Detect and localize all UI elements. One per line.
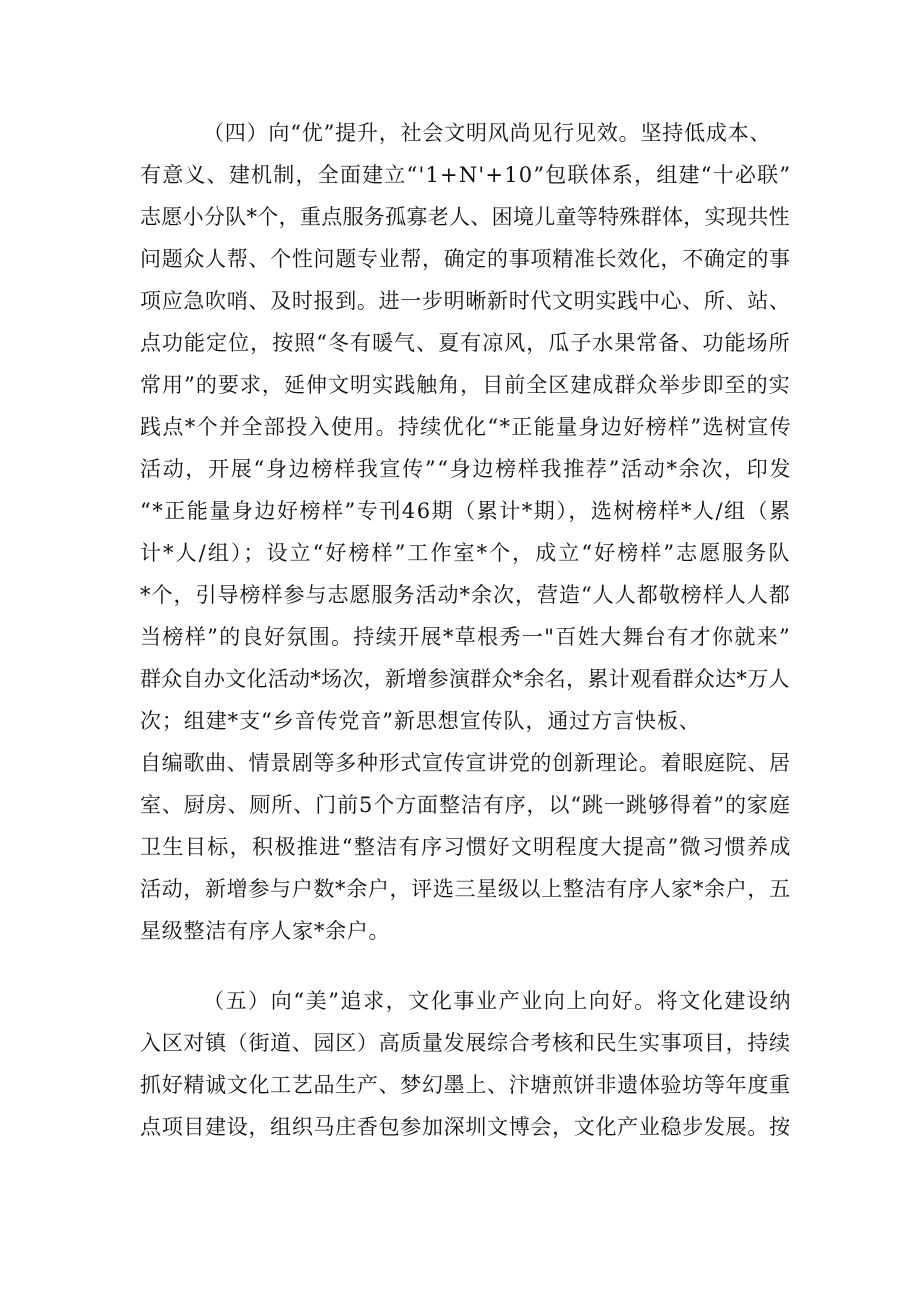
paragraph-4-line-13: 当榜样”的良好氛围。持续开展*草根秀一"百姓大舞台有才你就来” (140, 625, 792, 649)
paragraph-4-line-3: 志愿小分队*个，重点服务孤寡老人、困境儿童等特殊群体，实现共性 (140, 205, 790, 229)
paragraph-4-line-19: 活动，新增参与户数*余户，评选三星级以上整洁有序人家*余户，五 (140, 877, 791, 901)
paragraph-4-line-16: 自编歌曲、情景剧等多种形式宣传宣讲党的创新理论。着眼庭院、居 (140, 751, 791, 775)
paragraph-5-line-3: 抓好精诚文化工艺品生产、梦幻墨上、汴塘煎饼非遗体验坊等年度重 (140, 1073, 791, 1097)
paragraph-4-line-15: 次；组建*支“乡音传党音”新思想宣传队，通过方言快板、 (140, 709, 701, 733)
paragraph-4-line-18: 卫生目标，积极推进“整洁有序习惯好文明程度大提高”微习惯养成 (140, 835, 792, 859)
paragraph-5-line-2: 入区对镇（街道、园区）高质量发展综合考核和民生实事项目，持续 (140, 1031, 791, 1055)
paragraph-4-line-14: 群众自办文化活动*场次，新增参演群众*余名，累计观看群众达*万人 (140, 667, 790, 691)
paragraph-4-line-9: 活动，开展“身边榜样我宣传”“身边榜样我推荐”活动*余次，印发 (140, 457, 793, 481)
paragraph-4-line-11: 计*人/组）；设立“好榜样”工作室*个，成立“好榜样”志愿服务队 (140, 541, 792, 565)
paragraph-4-line-17: 室、厨房、厕所、门前5个方面整洁有序，以“跳一跳够得着”的家庭 (140, 793, 791, 817)
paragraph-4-line-12: *个，引导榜样参与志愿服务活动*余次，营造“人人都敬榜样人人都 (140, 583, 791, 607)
paragraph-4-line-20: 星级整洁有序人家*余户。 (140, 919, 391, 943)
paragraph-4-line-10: “*正能量身边好榜样”专刊46期（累计*期），选树榜样*人/组（累 (140, 499, 792, 523)
paragraph-4-line-8: 践点*个并全部投入使用。持续优化“*正能量身边好榜样”选树宣传 (140, 415, 792, 439)
paragraph-4-line-6: 点功能定位，按照“冬有暖气、夏有凉风，瓜子水果常备、功能场所 (140, 331, 791, 355)
paragraph-4-line-7: 常用”的要求，延伸文明实践触角，目前全区建成群众举步即至的实 (140, 373, 791, 397)
paragraph-5-line-4: 点项目建设，组织马庄香包参加深圳文博会，文化产业稳步发展。按 (140, 1115, 791, 1139)
paragraph-5-line-1: （五）向“美”追求，文化事业产业向上向好。将文化建设纳 (203, 989, 793, 1013)
paragraph-4-line-5: 项应急吹哨、及时报到。进一步明晰新时代文明实践中心、所、站、 (140, 289, 791, 313)
paragraph-4-line-1: （四）向“优”提升，社会文明风尚见行见效。坚持低成本、 (203, 121, 772, 145)
paragraph-4-line-4: 问题众人帮、个性问题专业帮，确定的事项精准长效化，不确定的事 (140, 247, 791, 271)
paragraph-4-line-2: 有意义、建机制，全面建立“'1+N'+10”包联体系，组建“十必联” (140, 163, 792, 187)
